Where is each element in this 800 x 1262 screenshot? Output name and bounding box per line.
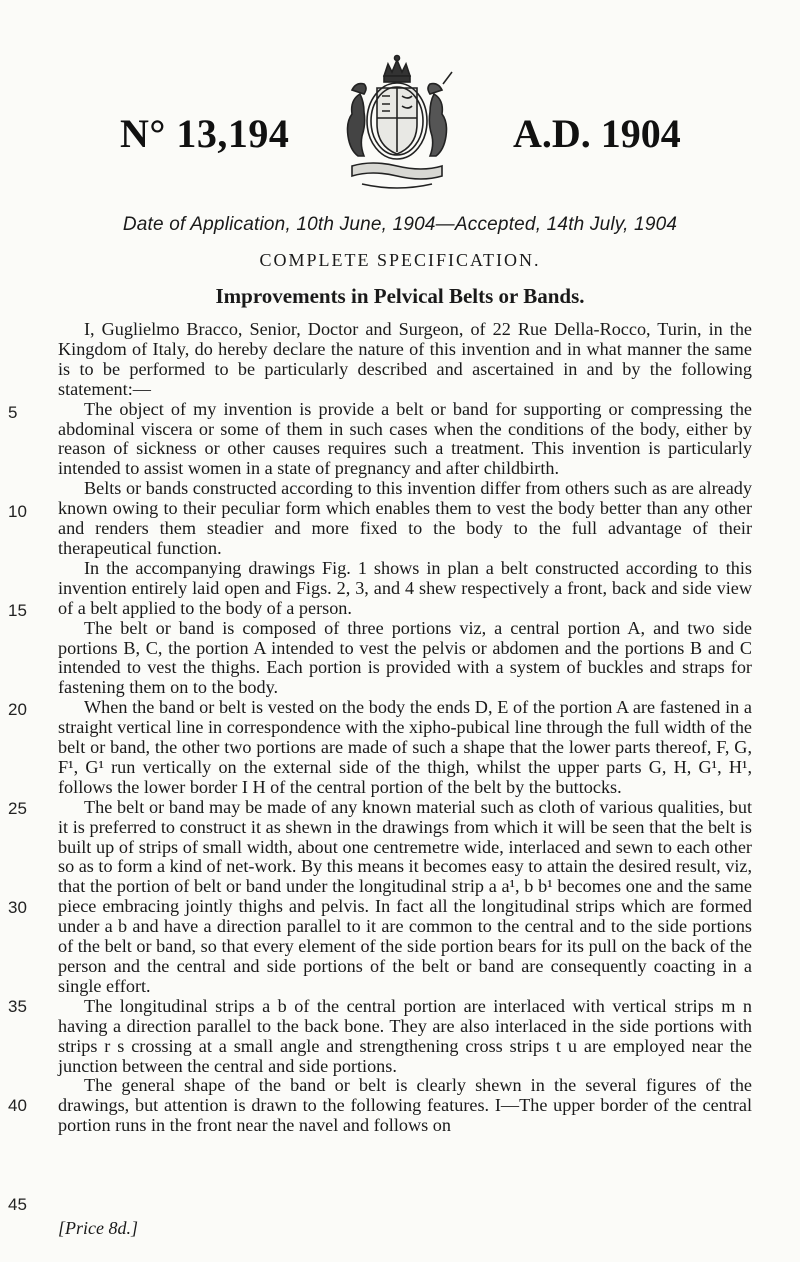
paragraph: The general shape of the band or belt is clearly shewn in the several figures of the drawings, but attention is drawn to the following features. I—The upper border of the central portion runs in the front near the navel and follows on [58, 1075, 752, 1136]
paragraph: Belts or bands constructed according to this invention differ from others such as are already known owing to their peculiar form which enables them to vest the body better than any other and renders them steadier and more fixed to the body to the full advantage of their therapeutical function. [58, 478, 752, 558]
price-label: [Price 8d.] [58, 1218, 138, 1238]
patent-year: A.D. 1904 [513, 111, 681, 156]
application-dateline: Date of Application, 10th June, 1904—Accepted, 14th July, 1904 [122, 214, 678, 235]
line-number: 15 [8, 601, 27, 620]
line-number: 35 [8, 997, 27, 1016]
paragraph: The belt or band is composed of three portions viz, a central portion A, and two side portions B, C, the portion A intended to vest the pelvis or abdomen and the portions B and C intended to vest the thighs. Each portion is provided with a system of buckles and straps for fastening them on to the body. [58, 617, 752, 698]
line-number: 40 [8, 1096, 27, 1115]
specification-heading: COMPLETE SPECIFICATION. [259, 250, 541, 270]
line-number: 5 [8, 403, 18, 422]
paragraph: The object of my invention is provide a belt or band for supporting or compressing the abdominal viscera or some of them in such cases when the conditions of the body, either by reason of sickness or other causes requires such a treatment. This invention is particularly intended to assist women in a state of pregnancy and after childbirth. [58, 398, 752, 479]
line-number: 45 [8, 1195, 27, 1214]
paragraph: When the band or belt is vested on the body the ends D, E of the portion A are fastened in a straight vertical line in correspondence with the xipho-pubical line through the full width of the belt or band, the other two portions are made of such a shape that the lower parts thereof, F, G, F¹, G¹ run vertically on the external side of the thigh, whilst the upper parts G, H, G¹, H¹, follows the lower border I H of the central portion of the belt by the buttocks. [58, 697, 752, 797]
line-number: 25 [8, 799, 27, 818]
paragraph: The belt or band may be made of any known material such as cloth of various qualities, but it is preferred to construct it as shewn in the drawings from which it will be seen that the belt is built up of strips of small width, about one centremetre wide, interlaced and sewn to each other so as to form a kind of net-work. By this means it becomes easy to attain the desired result, viz, that the portion of belt or band under the longitudinal strip a a¹, b b¹ becomes one and the same piece embracing jointly thighs and pelvis. In fact all the longitudinal strips which are formed under a b and have a direction parallel to it are common to the central and to the side portions of the belt or band, so that every element of the side portion bears for its pull on the back of the person and the central and side portions of the belt or band are consequently coacting in a single effort. [58, 796, 752, 996]
page-header [0, 60, 800, 200]
patent-number: N° 13,194 [120, 111, 290, 156]
royal-coat-of-arms-icon [322, 54, 472, 194]
document-title: Improvements in Pelvical Belts or Bands. [215, 284, 585, 308]
specification-body [58, 320, 752, 1136]
line-number: 10 [8, 502, 27, 521]
line-number: 30 [8, 898, 27, 917]
paragraph: I, Guglielmo Bracco, Senior, Doctor and Surgeon, of 22 Rue Della-Rocco, Turin, in the Kingdom of Italy, do hereby declare the nature of this invention and in what manner the same is to be performed to be particularly described and ascertained in and by the following statement:— [58, 319, 752, 399]
line-number: 20 [8, 700, 27, 719]
paragraph: In the accompanying drawings Fig. 1 shows in plan a belt constructed according to this invention entirely laid open and Figs. 2, 3, and 4 shew respectively a front, back and side view of a belt applied to the body of a person. [58, 557, 752, 618]
paragraph: The longitudinal strips a b of the central portion are interlaced with vertical strips m n having a direction parallel to the back bone. They are also interlaced in the side portions with strips r s crossing at a small angle and strengthening cross strips t u are employed near the junction between the central and side portions. [58, 995, 752, 1076]
